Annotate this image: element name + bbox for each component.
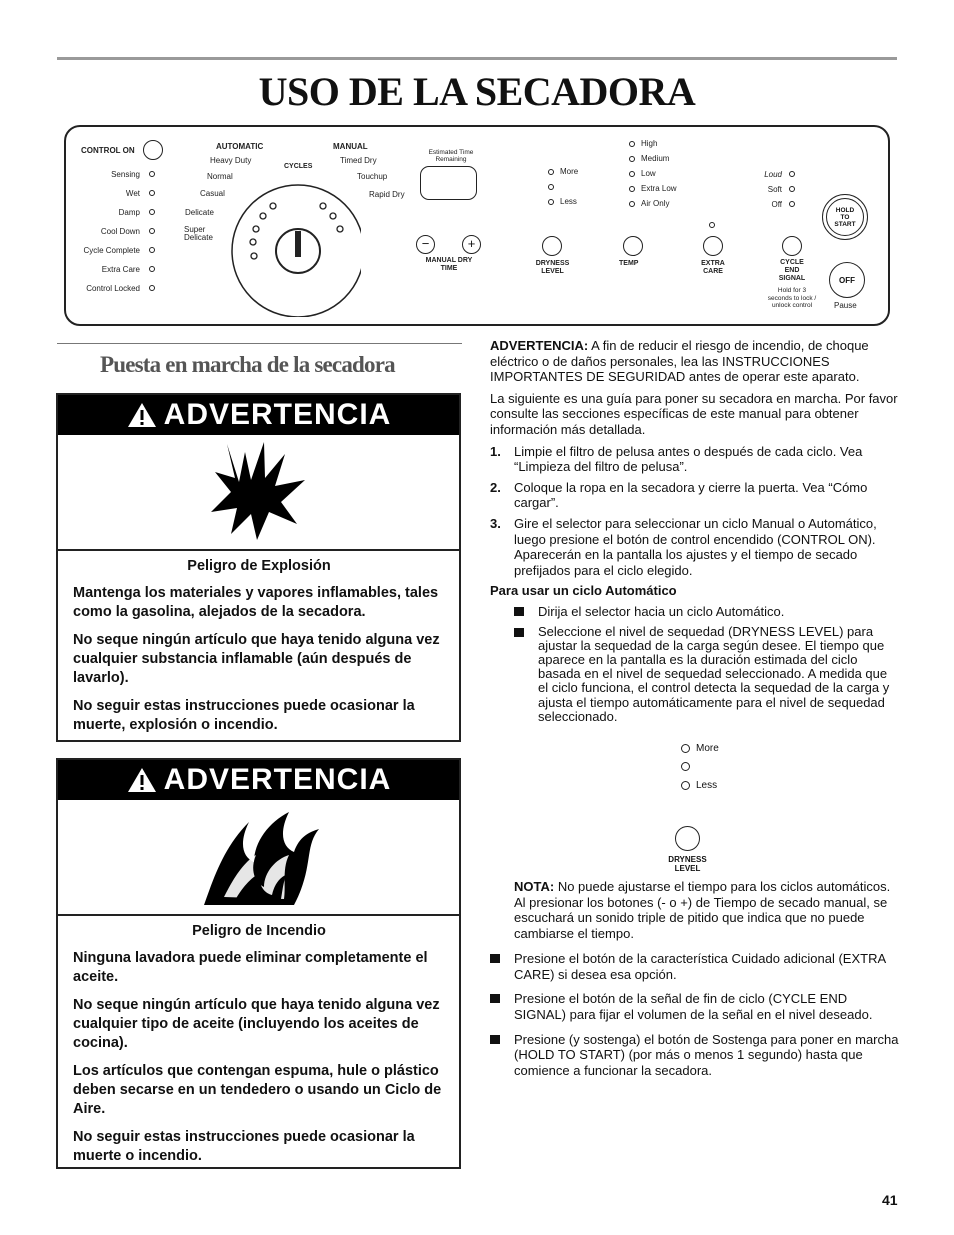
automatic-label: AUTOMATIC (216, 142, 264, 151)
status-led (149, 228, 155, 234)
fire-picture (58, 800, 459, 916)
signal-level-label: Soft (767, 185, 782, 194)
dryness-button (542, 236, 562, 256)
bullet-item (490, 625, 900, 724)
cycle-label: Normal (207, 172, 233, 181)
step-text: Coloque la ropa en la secadora y cierre la puerta. Vea “Cómo cargar”. (514, 479, 868, 511)
warning-triangle-icon (126, 766, 158, 794)
off-button (829, 262, 865, 298)
dryness-mini-diagram (490, 729, 900, 879)
page-title: USO DE LA SECADORA (258, 69, 696, 114)
bullet-text: Dirija el selector hacia un ciclo Automático. (538, 603, 785, 619)
warning-paragraph: Los artículos que contengan espuma, hule o plástico deben secarse en un tendedero o usando un Ciclo de Aire. (73, 1063, 442, 1117)
dryness-less-label: Less (560, 197, 577, 206)
status-light-label: Extra Care (101, 265, 140, 274)
cycle-label: Casual (200, 189, 225, 198)
hold-note: Hold for 3 seconds to lock / unlock control (767, 287, 817, 309)
status-led (149, 209, 155, 215)
extra-care-button (703, 236, 723, 256)
status-led (149, 266, 155, 272)
status-light-label: Cool Down (100, 227, 140, 236)
bullet-item (490, 951, 900, 982)
explosion-picture (58, 435, 459, 551)
dryness-led (548, 169, 554, 175)
control-on-label: CONTROL ON (81, 146, 135, 155)
temp-option-label: High (641, 139, 658, 148)
hazard-title: Peligro de Explosión (187, 558, 331, 574)
temp-button (623, 236, 643, 256)
mini-less-label: Less (696, 779, 718, 791)
estimated-time-label: Estimated Time Remaining (428, 149, 474, 163)
status-led (149, 285, 155, 291)
step-number: 3. (490, 515, 501, 531)
instructions-column (490, 338, 900, 1083)
bullet-text: Presione el botón de la señal de fin de ciclo (CYCLE END SIGNAL) para fijar el volumen de la señal en el nivel deseado. (514, 991, 873, 1023)
fire-icon (194, 807, 324, 907)
note (490, 879, 900, 941)
step-text: Limpie el filtro de pelusa antes o después de cada ciclo. Vea “Limpieza del filtro de pelusa”. (514, 443, 863, 475)
step-number: 1. (490, 443, 501, 459)
dryness-button (675, 826, 700, 851)
step-item (490, 480, 900, 511)
mini-dryness-label: DRYNESS LEVEL (668, 854, 707, 873)
minus-icon: − (416, 235, 435, 254)
bullet-square (514, 628, 524, 637)
signal-level-label: Loud (764, 170, 782, 179)
hold-to-start-label: HOLD TO START (834, 206, 856, 228)
note-text: No puede ajustarse el tiempo para los ciclos automáticos. Al presionar los botones (- o +) de Tiempo de secado manual, se escuchará un sonido triple de pitido que indica que no puede cambiarse el tiempo. (514, 878, 891, 941)
bullet-square (490, 1035, 500, 1044)
control-on-button (143, 140, 163, 160)
control-panel-diagram (64, 125, 890, 326)
warning-paragraph: No seguir estas instrucciones puede ocasionar la muerte, explosión o incendio. (73, 698, 415, 733)
extra-care-label: EXTRA CARE (701, 260, 725, 275)
dryness-led (681, 762, 690, 771)
dryness-more-label: More (560, 167, 579, 176)
dryness-led (548, 184, 554, 190)
bullet-text: Presione el botón de la característica Cuidado adicional (EXTRA CARE) si desea esa opción. (514, 951, 886, 982)
section-rule (57, 343, 462, 344)
warning-triangle-icon (126, 401, 158, 429)
warning-paragraph: No seque ningún artículo que haya tenido alguna vez cualquier substancia inflamable (aún después de lavarlo). (73, 632, 440, 686)
status-led (149, 171, 155, 177)
cycle-end-signal-label: CYCLE END SIGNAL (778, 259, 806, 282)
temp-label: TEMP (619, 260, 639, 267)
auto-cycle-heading: Para usar un ciclo Automático (490, 583, 677, 599)
status-light-label: Cycle Complete (83, 246, 140, 255)
bullet-item (490, 604, 900, 620)
dryness-led (681, 744, 690, 753)
bullet-text: Presione (y sostenga) el botón de Sostenga para poner en marcha (HOLD TO START) (por más o menos 1 segundo) hasta que comience a funcionar la secadora. (514, 1031, 899, 1078)
status-led (149, 190, 155, 196)
cycle-label: Delicate (185, 208, 214, 217)
cycle-label: Touchup (357, 172, 388, 181)
dryness-led (548, 199, 554, 205)
top-rule (57, 57, 897, 60)
status-light-label: Sensing (111, 170, 140, 179)
section-title: Puesta en marcha de la secadora (100, 352, 395, 377)
intro-text: La siguiente es una guía para poner su secadora en marcha. Por favor consulte las secciones específicas de este manual para obtener información más detallada. (490, 390, 898, 437)
temp-option-label: Extra Low (641, 184, 677, 193)
bullet-square (514, 607, 524, 616)
cycle-label: Rapid Dry (369, 190, 405, 199)
explosion-icon (209, 442, 309, 542)
bullet-square (490, 994, 500, 1003)
warning-text: A fin de reducir el riesgo de incendio, de choque eléctrico o de daños personales, lea las INSTRUCCIONES IMPORTANTES DE SEGURIDAD antes de operar este aparato. (490, 338, 869, 385)
temp-led (629, 186, 635, 192)
cycle-label: Heavy Duty (210, 156, 252, 165)
status-light-label: Damp (118, 208, 140, 217)
time-display (420, 166, 477, 200)
status-light-label: Control Locked (86, 284, 140, 293)
step-item (490, 516, 900, 578)
temp-led (629, 141, 635, 147)
step-text: Gire el selector para seleccionar un ciclo Manual o Automático, luego presione el botón de control encendido (CONTROL ON). Aparecerán en la pantalla los ajustes y el tiempo de secado prefijados para el ciclo elegido. (514, 515, 877, 578)
temp-option-label: Low (641, 169, 656, 178)
dryness-level-label: DRYNESS LEVEL (535, 260, 570, 275)
note-label: NOTA: (514, 878, 555, 894)
manual-dry-time-label: MANUAL DRY TIME (425, 257, 473, 272)
hold-to-start-button (822, 194, 868, 240)
plus-icon: + (462, 235, 481, 254)
warning-label: ADVERTENCIA: (490, 338, 589, 353)
cycle-label: Super Delicate (184, 225, 213, 242)
warning-header-text: ADVERTENCIA (163, 398, 392, 431)
step-number: 2. (490, 479, 501, 495)
off-label: OFF (839, 275, 855, 285)
hazard-title: Peligro de Incendio (192, 923, 326, 939)
temp-led (629, 171, 635, 177)
bullet-item (490, 991, 900, 1022)
warning-paragraph: No seguir estas instrucciones puede ocasionar la muerte o incendio. (73, 1129, 415, 1164)
bullet-square (490, 954, 500, 963)
status-led (149, 247, 155, 253)
warning-paragraph: Ninguna lavadora puede eliminar completamente el aceite. (73, 950, 428, 985)
warning-paragraph: Mantenga los materiales y vapores inflamables, tales como la gasolina, alejados de la secadora. (73, 585, 439, 620)
temp-option-label: Air Only (641, 199, 670, 208)
temp-led (629, 201, 635, 207)
cycles-label: CYCLES (284, 163, 313, 170)
temp-led (629, 156, 635, 162)
warning-header-text: ADVERTENCIA (163, 763, 392, 796)
warning-paragraph: No seque ningún artículo que haya tenido alguna vez cualquier tipo de aceite (incluyendo los aceites de cocina). (73, 997, 440, 1051)
signal-led (789, 186, 795, 192)
page-number: 41 (882, 1192, 898, 1208)
mini-more-label: More (696, 742, 719, 754)
pause-label: Pause (834, 301, 857, 310)
cycle-dial-icon (216, 167, 361, 317)
extra-care-led (709, 222, 715, 228)
signal-led (789, 201, 795, 207)
cycle-label: Timed Dry (340, 156, 377, 165)
explosion-warning-box (56, 393, 461, 742)
warning-header (58, 395, 459, 435)
fire-warning-box (56, 758, 461, 1169)
signal-level-label: Off (771, 200, 782, 209)
safety-warning (490, 338, 900, 385)
signal-led (789, 171, 795, 177)
warning-header (58, 760, 459, 800)
cycle-end-signal-button (782, 236, 802, 256)
bullet-item (490, 1032, 900, 1079)
dryness-led (681, 781, 690, 790)
status-light-label: Wet (125, 189, 140, 198)
step-item (490, 444, 900, 475)
bullet-text: Seleccione el nivel de sequedad (DRYNESS LEVEL) para ajustar la sequedad de la carga según desee. El tiempo que aparece en la pantalla es la duración estimada del ciclo basada en el nivel de sequedad seleccionado. A medida que el ciclo funciona, el control detecta la sequedad de la carga y ajusta el tiempo automáticamente para el nivel de sequedad seleccionado. (538, 623, 890, 724)
manual-label: MANUAL (333, 142, 368, 151)
temp-option-label: Medium (641, 154, 670, 163)
